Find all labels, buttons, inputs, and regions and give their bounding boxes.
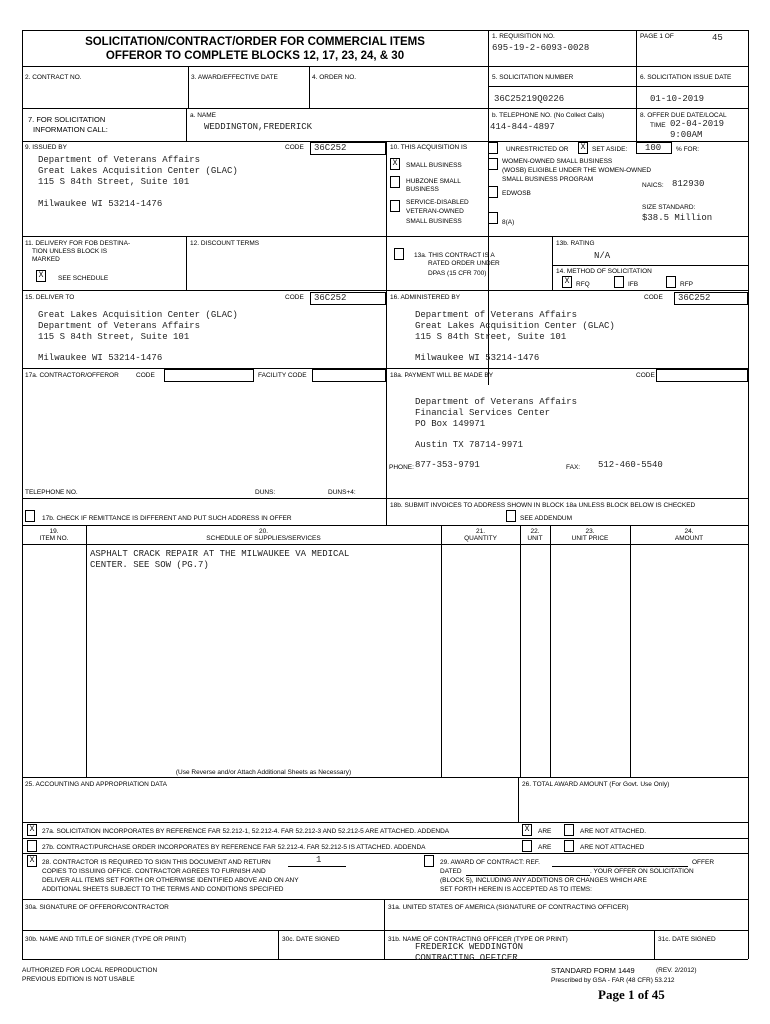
issued-by-line: Milwaukee WI 53214-1476 bbox=[38, 199, 163, 209]
deliver-to-code-box[interactable] bbox=[310, 292, 386, 305]
accounting-label: 25. ACCOUNTING AND APPROPRIATION DATA bbox=[25, 781, 167, 788]
method-label: 14. METHOD OF SOLICITATION bbox=[556, 268, 652, 275]
col20-num: 20. bbox=[258, 528, 269, 535]
award-date-label: 3. AWARD/EFFECTIVE DATE bbox=[191, 74, 278, 81]
footer-previous-edition: PREVIOUS EDITION IS NOT USABLE bbox=[22, 976, 135, 983]
deliver-to-line: Great Lakes Acquisition Center (GLAC) bbox=[38, 310, 238, 320]
payment-line: Austin TX 78714-9971 bbox=[415, 440, 524, 450]
28-copies-value[interactable]: 1 bbox=[316, 855, 322, 865]
rating-value[interactable]: N/A bbox=[594, 251, 611, 261]
divider bbox=[384, 899, 385, 959]
duns-label: DUNS: bbox=[255, 489, 276, 496]
naics-value[interactable]: 812930 bbox=[672, 179, 705, 189]
31b-title-value: CONTRACTING OFFICER bbox=[415, 953, 518, 963]
divider bbox=[518, 777, 519, 822]
telephone-label: TELEPHONE NO. bbox=[25, 489, 78, 496]
delivery-fob-label-3: MARKED bbox=[32, 256, 60, 263]
pct-for-label: % FOR: bbox=[676, 146, 700, 153]
divider bbox=[22, 108, 748, 109]
unrestricted-label: UNRESTRICTED OR bbox=[506, 146, 569, 153]
payment-line: Department of Veterans Affairs bbox=[415, 397, 578, 407]
29-label-2: . YOUR OFFER ON SOLICITATION bbox=[590, 868, 694, 875]
contractor-label: 17a. CONTRACTOR/OFFEROR bbox=[25, 372, 119, 379]
divider bbox=[636, 108, 637, 141]
requisition-label: 1. REQUISITION NO. bbox=[492, 33, 555, 40]
deliver-to-line: Milwaukee WI 53214-1476 bbox=[38, 353, 163, 363]
size-standard-value[interactable]: $38.5 Million bbox=[642, 213, 713, 223]
submit-invoices-label: 18b. SUBMIT INVOICES TO ADDRESS SHOWN IN BLOCK 18a UNLESS BLOCK BELOW IS CHECKED bbox=[390, 502, 696, 509]
requisition-value[interactable]: 695-19-2-6093-0028 bbox=[492, 43, 590, 53]
solicitation-no-value[interactable]: 36C25219Q0226 bbox=[494, 94, 565, 104]
offer-due-date[interactable]: 02-04-2019 bbox=[670, 119, 725, 129]
discount-terms-label: 12. DISCOUNT TERMS bbox=[190, 240, 260, 247]
administered-by-code-box[interactable] bbox=[674, 292, 748, 305]
divider bbox=[386, 498, 748, 499]
see-addendum-checkbox[interactable] bbox=[506, 510, 516, 522]
divider bbox=[22, 822, 748, 823]
reverse-note: (Use Reverse and/or Attach Additional Sheets as Necessary) bbox=[175, 769, 352, 776]
rfq-mark: X bbox=[564, 277, 570, 286]
hubzone-checkbox[interactable] bbox=[390, 176, 400, 188]
29-label-3: (BLOCK 5), INCLUDING ANY ADDITIONS OR CHANGES WHICH ARE bbox=[440, 877, 647, 884]
divider bbox=[552, 236, 553, 290]
administered-by-line: 115 S 84th Street, Suite 101 bbox=[415, 332, 567, 342]
payment-phone-value[interactable]: 877-353-9791 bbox=[415, 460, 480, 470]
29-label: 29. AWARD OF CONTRACT: REF. bbox=[440, 859, 540, 866]
facility-code-box[interactable] bbox=[312, 369, 386, 382]
set-aside-checkbox[interactable] bbox=[578, 142, 588, 154]
divider bbox=[636, 66, 637, 108]
footer-form-number: STANDARD FORM 1449 bbox=[551, 966, 635, 975]
27a-are-not-label: ARE NOT ATTACHED. bbox=[580, 828, 647, 835]
phone-label: b. TELEPHONE NO. (No Collect Calls) bbox=[492, 112, 605, 119]
contractor-code-box[interactable] bbox=[164, 369, 254, 382]
edwosb-label: EDWOSB bbox=[502, 190, 531, 197]
divider bbox=[22, 66, 748, 67]
8a-label: 8(A) bbox=[502, 219, 515, 226]
divider bbox=[22, 498, 386, 499]
30a-label: 30a. SIGNATURE OF OFFEROR/CONTRACTOR bbox=[25, 904, 169, 911]
naics-label: NAICS: bbox=[642, 182, 664, 189]
divider bbox=[22, 853, 748, 854]
issued-by-code-value: 36C252 bbox=[314, 143, 347, 153]
footer-page-number: Page 1 of 45 bbox=[598, 987, 665, 1002]
page-label: PAGE 1 OF bbox=[640, 33, 674, 40]
col21-num: 21. bbox=[475, 528, 486, 535]
divider bbox=[22, 777, 748, 778]
27b-are-label: ARE bbox=[538, 844, 552, 851]
col22-num: 22. bbox=[530, 528, 540, 535]
schedule-description: ASPHALT CRACK REPAIR AT THE MILWAUKEE VA MEDICAL bbox=[90, 549, 350, 559]
issued-by-code-box[interactable] bbox=[310, 142, 386, 155]
set-aside-pct-value: 100 bbox=[645, 143, 662, 153]
payment-fax-value[interactable]: 512-460-5540 bbox=[598, 460, 663, 470]
delivery-fob-label-2: TION UNLESS BLOCK IS bbox=[32, 248, 108, 255]
administered-by-line: Department of Veterans Affairs bbox=[415, 310, 578, 320]
hubzone-label: HUBZONE SMALL bbox=[406, 178, 461, 185]
offer-due-time[interactable]: 9:00AM bbox=[670, 130, 703, 140]
see-schedule-checkbox[interactable] bbox=[36, 270, 46, 282]
payment-label: 18a. PAYMENT WILL BE MADE BY bbox=[390, 372, 494, 379]
issued-by-line: Department of Veterans Affairs bbox=[38, 155, 201, 165]
remittance-checkbox[interactable] bbox=[25, 510, 35, 522]
deliver-to-label: 15. DELIVER TO bbox=[25, 294, 75, 301]
frame-bottom bbox=[22, 959, 748, 960]
28-label: 28. CONTRACTOR IS REQUIRED TO SIGN THIS DOCUMENT AND RETURN bbox=[42, 859, 271, 866]
form-title-line1: SOLICITATION/CONTRACT/ORDER FOR COMMERCIAL ITEMS bbox=[85, 36, 425, 48]
see-addendum-label: SEE ADDENDUM bbox=[520, 515, 573, 522]
30b-label: 30b. NAME AND TITLE OF SIGNER (TYPE OR PRINT) bbox=[25, 936, 187, 943]
frame-right bbox=[748, 30, 749, 959]
27a-label: 27a. SOLICITATION INCORPORATES BY REFERENCE FAR 52.212-1, 52.212-4. FAR 52.212-3 AND 52.212-5 ARE ATTACHED. ADDENDA bbox=[42, 828, 450, 835]
27a-are-not-checkbox[interactable] bbox=[564, 824, 574, 836]
divider bbox=[654, 930, 655, 959]
col20-header: SCHEDULE OF SUPPLIES/SERVICES bbox=[206, 535, 321, 542]
footer-authorized: AUTHORIZED FOR LOCAL REPRODUCTION bbox=[22, 967, 158, 974]
name-label: a. NAME bbox=[190, 112, 217, 119]
acquisition-label: 10. THIS ACQUISITION IS bbox=[390, 144, 468, 151]
divider bbox=[552, 265, 748, 266]
27b-are-not-checkbox[interactable] bbox=[564, 840, 574, 852]
ifb-checkbox[interactable] bbox=[614, 276, 624, 288]
payment-line: PO Box 149971 bbox=[415, 419, 486, 429]
set-aside-mark: X bbox=[580, 143, 586, 152]
27a-are-mark: X bbox=[524, 825, 530, 834]
deliver-to-line: 115 S 84th Street, Suite 101 bbox=[38, 332, 190, 342]
size-standard-label: SIZE STANDARD: bbox=[642, 204, 696, 211]
col19-num: 19. bbox=[49, 528, 59, 535]
rated-order-checkbox[interactable] bbox=[394, 248, 404, 260]
wosb-checkbox[interactable] bbox=[488, 158, 498, 170]
info-call-label: 7. FOR SOLICITATION bbox=[28, 115, 106, 124]
contact-name-value[interactable]: WEDDINGTON,FREDERICK bbox=[204, 122, 313, 132]
divider bbox=[86, 525, 87, 777]
divider bbox=[186, 236, 187, 290]
divider bbox=[520, 525, 521, 777]
set-aside-pct-box[interactable] bbox=[636, 142, 672, 154]
small-business-checkbox[interactable] bbox=[390, 158, 400, 170]
27b-label: 27b. CONTRACT/PURCHASE ORDER INCORPORATES BY REFERENCE FAR 52.212-4. FAR 52.212-5 IS ATTACHED. ADDENDA bbox=[42, 844, 426, 851]
27b-are-checkbox[interactable] bbox=[522, 840, 532, 852]
ifb-label: IFB bbox=[628, 281, 639, 288]
offer-due-label: 8. OFFER DUE DATE/LOCAL bbox=[640, 112, 727, 119]
edwosb-checkbox[interactable] bbox=[488, 186, 498, 198]
form-title-line2: OFFEROR TO COMPLETE BLOCKS 12, 17, 23, 24, & 30 bbox=[105, 50, 405, 62]
31b-name-value: FREDERICK WEDDINGTON bbox=[415, 942, 524, 952]
27a-checkbox[interactable] bbox=[27, 824, 37, 836]
footer-prescribed: Prescribed by GSA - FAR (48 CFR) 53.212 bbox=[551, 977, 675, 984]
divider bbox=[22, 525, 748, 526]
set-aside-label: SET ASIDE: bbox=[592, 146, 628, 153]
31b-label: 31b. NAME OF CONTRACTING OFFICER (TYPE OR PRINT) bbox=[388, 936, 568, 943]
sdvosb-label-2: VETERAN-OWNED bbox=[406, 208, 464, 215]
offer-due-time-label: TIME bbox=[650, 122, 666, 129]
schedule-description-2: CENTER. SEE SOW (PG.7) bbox=[90, 560, 209, 570]
contract-no-label: 2. CONTRACT NO. bbox=[25, 74, 82, 81]
col19-header: ITEM NO. bbox=[39, 535, 69, 542]
dated-line bbox=[466, 875, 590, 876]
divider bbox=[550, 525, 551, 777]
order-no-label: 4. ORDER NO. bbox=[312, 74, 357, 81]
total-award-label: 26. TOTAL AWARD AMOUNT (For Govt. Use Only) bbox=[522, 781, 670, 788]
27b-are-not-label: ARE NOT ATTACHED bbox=[580, 844, 645, 851]
issued-by-label: 9. ISSUED BY bbox=[25, 144, 67, 151]
small-business-mark: X bbox=[392, 159, 398, 168]
divider bbox=[22, 930, 748, 931]
issued-by-code-label: CODE bbox=[285, 144, 304, 151]
col23-num: 23. bbox=[585, 528, 595, 535]
delivery-fob-label: 11. DELIVERY FOR FOB DESTINA- bbox=[25, 240, 131, 247]
wosb-label-3: SMALL BUSINESS PROGRAM bbox=[502, 176, 594, 183]
28-checkbox[interactable] bbox=[27, 855, 37, 867]
payment-fax-label: FAX: bbox=[566, 464, 581, 471]
divider bbox=[441, 525, 442, 777]
divider bbox=[22, 236, 748, 237]
divider bbox=[630, 525, 631, 777]
divider bbox=[186, 108, 187, 141]
sdvosb-checkbox[interactable] bbox=[390, 200, 400, 212]
payment-phone-label: PHONE: bbox=[389, 464, 414, 471]
rated-order-label-2: RATED ORDER UNDER bbox=[428, 260, 500, 267]
divider bbox=[386, 141, 387, 385]
31c-label: 31c. DATE SIGNED bbox=[658, 936, 716, 943]
facility-code-label: FACILITY CODE bbox=[258, 372, 307, 379]
copies-line bbox=[288, 866, 346, 867]
deliver-to-code-label: CODE bbox=[285, 294, 304, 301]
29-dated-label: DATED bbox=[440, 868, 462, 875]
see-schedule-mark: X bbox=[38, 271, 44, 280]
divider bbox=[278, 930, 279, 959]
27a-are-label: ARE bbox=[538, 828, 552, 835]
payment-code-box[interactable] bbox=[656, 369, 748, 382]
deliver-to-code-value: 36C252 bbox=[314, 293, 347, 303]
info-call-label-2: INFORMATION CALL: bbox=[33, 125, 108, 134]
divider bbox=[22, 899, 748, 900]
8a-checkbox[interactable] bbox=[488, 212, 498, 224]
administered-by-line: Great Lakes Acquisition Center (GLAC) bbox=[415, 321, 615, 331]
divider bbox=[188, 66, 189, 108]
issue-date-value[interactable]: 01-10-2019 bbox=[650, 94, 705, 104]
rfq-checkbox[interactable] bbox=[562, 276, 572, 288]
28-mark: X bbox=[29, 856, 35, 865]
page-total: 45 bbox=[712, 33, 723, 43]
27a-mark: X bbox=[29, 825, 35, 834]
frame-top bbox=[22, 30, 748, 31]
administered-by-code-label: CODE bbox=[644, 294, 663, 301]
hubzone-label-2: BUSINESS bbox=[406, 186, 439, 193]
27b-checkbox[interactable] bbox=[27, 840, 37, 852]
divider bbox=[636, 86, 748, 87]
divider bbox=[22, 838, 748, 839]
divider bbox=[386, 368, 387, 525]
wosb-label: WOMEN-OWNED SMALL BUSINESS bbox=[502, 158, 613, 165]
29-offer-label: OFFER bbox=[692, 859, 715, 866]
payment-line: Financial Services Center bbox=[415, 408, 551, 418]
wosb-label-2: (WOSB) ELIGIBLE UNDER THE WOMEN-OWNED bbox=[502, 167, 652, 174]
27a-are-checkbox[interactable] bbox=[522, 824, 532, 836]
unrestricted-checkbox[interactable] bbox=[488, 142, 498, 154]
administered-by-code-value: 36C252 bbox=[678, 293, 711, 303]
divider bbox=[22, 544, 748, 545]
contractor-code-label: CODE bbox=[136, 372, 155, 379]
solicitation-no-label: 5. SOLICITATION NUMBER bbox=[492, 74, 574, 81]
sdvosb-label: SERVICE-DISABLED bbox=[406, 199, 469, 206]
administered-by-label: 16. ADMINISTERED BY bbox=[390, 294, 461, 301]
administered-by-line: Milwaukee WI 53214-1476 bbox=[415, 353, 540, 363]
rfp-label: RFP bbox=[680, 281, 693, 288]
divider bbox=[22, 290, 748, 291]
rfq-label: RFQ bbox=[576, 281, 590, 288]
rated-order-label-3: DPAS (15 CFR 700) bbox=[428, 270, 487, 277]
col21-header: QUANTITY bbox=[464, 535, 497, 542]
see-schedule-label: SEE SCHEDULE bbox=[58, 275, 109, 282]
payment-code-label: CODE bbox=[636, 372, 655, 379]
divider bbox=[488, 86, 636, 87]
col23-header: UNIT PRICE bbox=[571, 535, 609, 542]
col24-header: AMOUNT bbox=[674, 535, 704, 542]
28-label-4: ADDITIONAL SHEETS SUBJECT TO THE TERMS AND CONDITIONS SPECIFIED bbox=[42, 886, 284, 893]
footer-revision: (REV. 2/2012) bbox=[656, 967, 697, 974]
phone-value[interactable]: 414-844-4897 bbox=[490, 122, 555, 132]
issued-by-line: 115 S 84th Street, Suite 101 bbox=[38, 177, 190, 187]
28-label-2: COPIES TO ISSUING OFFICE. CONTRACTOR AGREES TO FURNISH AND bbox=[42, 868, 266, 875]
frame-left bbox=[22, 30, 23, 959]
31a-label: 31a. UNITED STATES OF AMERICA (SIGNATURE OF CONTRACTING OFFICER) bbox=[388, 904, 629, 911]
col24-num: 24. bbox=[684, 528, 694, 535]
divider bbox=[309, 66, 310, 108]
rating-label: 13b. RATING bbox=[556, 240, 595, 247]
issue-date-label: 6. SOLICITATION ISSUE DATE bbox=[640, 74, 732, 81]
29-label-4: SET FORTH HEREIN IS ACCEPTED AS TO ITEMS: bbox=[440, 886, 592, 893]
deliver-to-line: Department of Veterans Affairs bbox=[38, 321, 201, 331]
rfp-checkbox[interactable] bbox=[666, 276, 676, 288]
rated-order-label: 13a. THIS CONTRACT IS A bbox=[414, 252, 495, 259]
duns4-label: DUNS+4: bbox=[328, 489, 356, 496]
28-label-3: DELIVER ALL ITEMS SET FORTH OR OTHERWISE IDENTIFIED ABOVE AND ON ANY bbox=[42, 877, 299, 884]
30c-label: 30c. DATE SIGNED bbox=[282, 936, 340, 943]
remittance-label: 17b. CHECK IF REMITTANCE IS DIFFERENT AND PUT SUCH ADDRESS IN OFFER bbox=[42, 515, 292, 522]
col22-header: UNIT bbox=[527, 535, 543, 542]
divider bbox=[636, 30, 637, 66]
issued-by-line: Great Lakes Acquisition Center (GLAC) bbox=[38, 166, 238, 176]
small-business-label: SMALL BUSINESS bbox=[406, 162, 462, 169]
sdvosb-label-3: SMALL BUSINESS bbox=[406, 218, 462, 225]
ref-line bbox=[552, 866, 688, 867]
29-checkbox[interactable] bbox=[424, 855, 434, 867]
